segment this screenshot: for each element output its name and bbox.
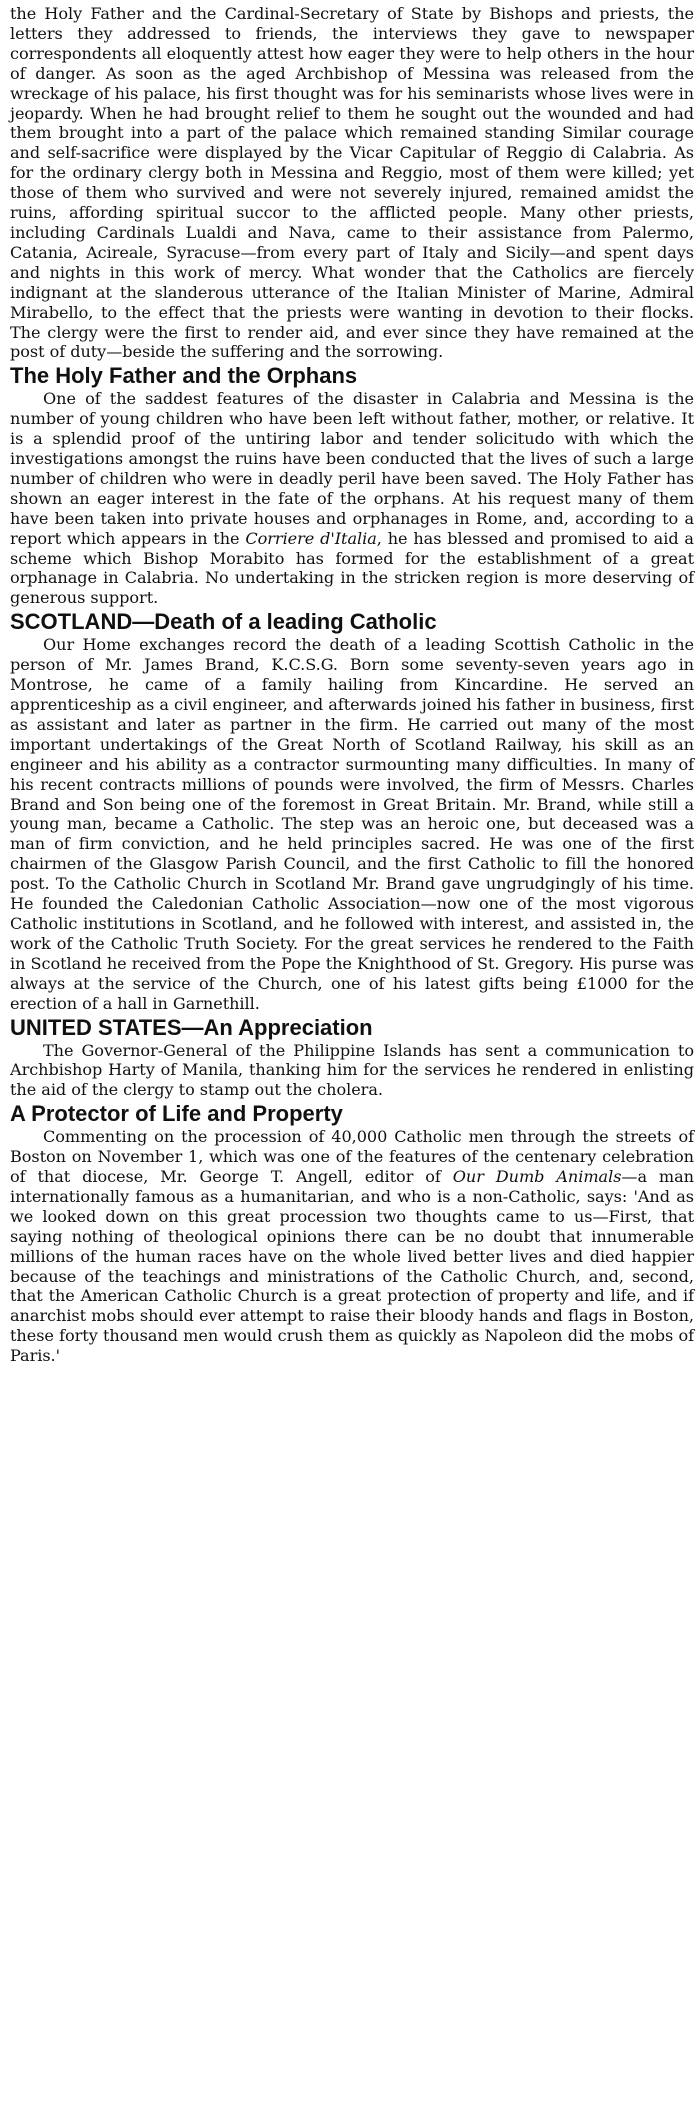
protector-heading: A Protector of Life and Property xyxy=(10,1101,343,1127)
scotland-paragraph: Our Home exchanges record the death of a leading Scottish Catholic in the person of Mr. James Brand, K.C.S.G. Born some seventy-seven years ago in Montrose, he came of a family hailing from Kincardine. He served an apprenticeship as a civil engineer, and afterwards joined his father in business, first as assistant and later as partner in the firm. He carried out many of the most important undertakings of the Great North of Scotland Railway, his skill as an engineer and his ability as a contractor surmounting many difficulties. In many of his recent contracts millions of pounds were involved, the firm of Messrs. Charles Brand and Son being one of the foremost in Great Britain. Mr. Brand, while still a young man, became a Catholic. The step was an heroic one, but deceased was a man of firm conviction, and he held principles sacred. He was one of the first chairmen of the Glasgow Parish Council, and the first Catholic to fill the honored post. To the Catholic Church in Scotland Mr. Brand gave ungrudgingly of his time. He founded the Caledonian Catholic Association—now one of the most vigorous Catholic institutions in Scotland, and he followed with interest, and assisted in, the work of the Catholic Truth Society. For the great services he rendered to the Faith in Scotland he received from the Pope the Knighthood of St. Gregory. His purse was always at the service of the Church, one of his latest gifts being £1000 for the erection of a hall in Garnethill. xyxy=(10,635,694,1013)
newspaper-column xyxy=(10,4,694,1366)
scotland-heading: SCOTLAND—Death of a leading Catholic xyxy=(10,609,437,635)
orphans-paragraph xyxy=(10,389,694,608)
united-states-paragraph: The Governor-General of the Philippine Islands has sent a communication to Archbishop Harty of Manila, thanking him for the services he rendered in enlisting the aid of the clergy to stamp out the cholera. xyxy=(10,1040,694,1100)
protector-text-part-1: Commenting on the procession of 40,000 Catholic men through the streets of Boston on November 1, which was one of the features of the centenary celebration of that diocese, Mr. George T. Angell, editor of xyxy=(10,1127,694,1187)
corriere-ditalia-title: Corriere d'Italia xyxy=(245,528,377,548)
united-states-heading: UNITED STATES—An Appreciation xyxy=(10,1014,373,1040)
orphans-text-part-1: One of the saddest features of the disaster in Calabria and Messina is the number of young children who have been left without father, mother, or relative. It is a splendid proof of the untiring labor and tender solicitudo with which the investigations amongst the ruins have been conducted that the lives of such a large number of children who were in deadly peril have been saved. The Holy Father has shown an eager interest in the fate of the orphans. At his request many of them have been taken into private houses and orphanages in Rome, and, according to a report which appears in the xyxy=(10,389,694,548)
orphans-text-part-2: , he has blessed and promised to aid a scheme which Bishop Morabito has formed for the establishment of a great orphanage in Calabria. No undertaking in the stricken region is more deserving of generous support. xyxy=(10,528,694,608)
protector-paragraph xyxy=(10,1127,694,1366)
our-dumb-animals-title: Our Dumb Animals xyxy=(452,1167,622,1187)
intro-paragraph: the Holy Father and the Cardinal-Secretary of State by Bishops and priests, the letters they addressed to friends, the interviews they gave to newspaper correspondents all eloquently attest how eager they were to help others in the hour of danger. As soon as the aged Archbishop of Messina was released from the wreckage of his palace, his first thought was for his seminarists whose lives were in jeopardy. When he had brought relief to them he sought out the wounded and had them brought into a part of the palace which remained standing Similar courage and self-sacrifice were displayed by the Vicar Capitular of Reggio di Calabria. As for the ordinary clergy both in Messina and Reggio, most of them were killed; yet those of them who survived and were not severely injured, remained amidst the ruins, affording spiritual succor to the afflicted people. Many other priests, including Cardinals Lualdi and Nava, came to their assistance from Palermo, Catania, Acireale, Syracuse—from every part of Italy and Sicily—and spent days and nights in this work of mercy. What wonder that the Catholics are fiercely indignant at the slanderous utterance of the Italian Minister of Marine, Admiral Mirabello, to the effect that the priests were wanting in devotion to their flocks. The clergy were the first to render aid, and ever since they have remained at the post of duty—beside the suffering and the sorrowing. xyxy=(10,4,694,362)
orphans-heading: The Holy Father and the Orphans xyxy=(10,363,358,389)
protector-text-part-2: —a man internationally famous as a humanitarian, and who is a non-Catholic, says: 'And as we looked down on this great procession two thoughts came to us—First, that saying nothing of theological opinions there can be no doubt that innumerable millions of the human races have on the whole lived better lives and died happier because of the teachings and ministrations of the Catholic Church, and, second, that the American Catholic Church is a great protection of property and life, and if anarchist mobs should ever attempt to raise their bloody hands and flags in Boston, these forty thousand men would crush them as quickly as Napoleon did the mobs of Paris.' xyxy=(10,1167,694,1366)
